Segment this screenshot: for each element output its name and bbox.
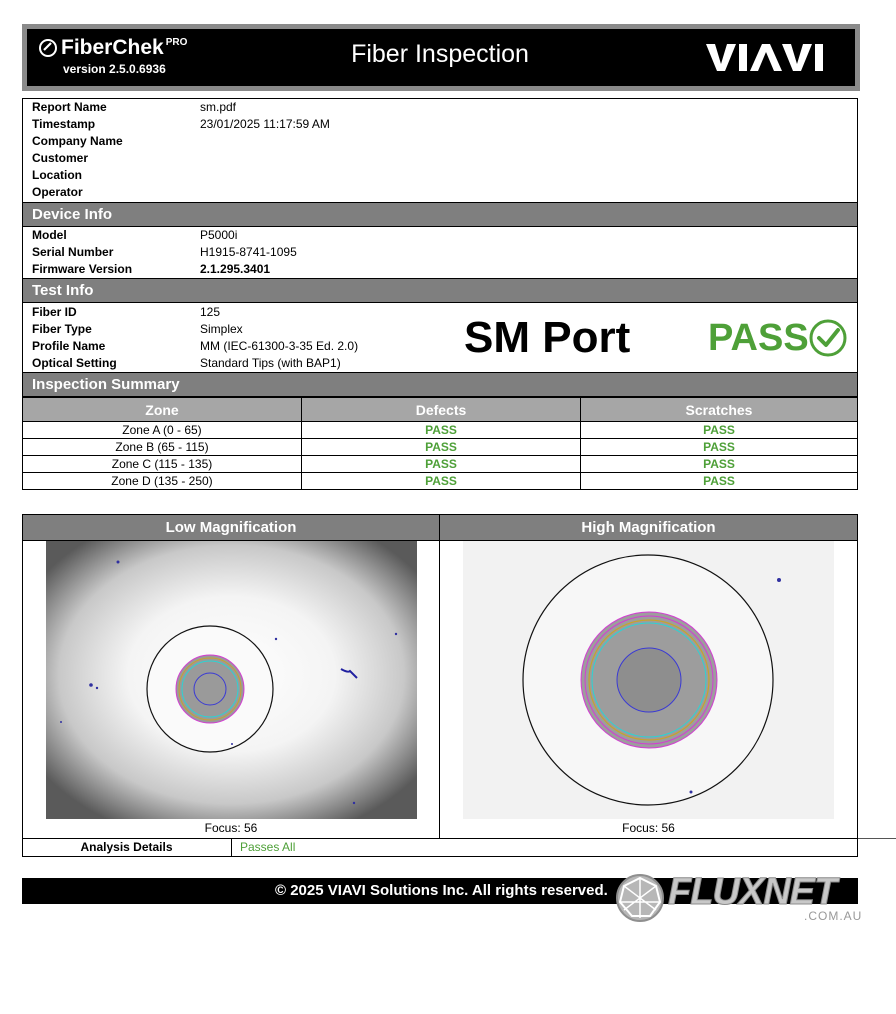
copyright-text: © 2025 VIAVI Solutions Inc. All rights reserved. (275, 882, 608, 899)
page-rule (858, 838, 896, 839)
company-name-label: Company Name (32, 134, 123, 148)
serial-number-value: H1915-8741-1095 (200, 245, 297, 259)
optical-setting-label: Optical Setting (32, 356, 117, 370)
defects-cell: PASS (302, 456, 581, 473)
device-info-panel (22, 226, 858, 279)
scratches-cell: PASS (581, 473, 858, 490)
table-row (23, 456, 858, 473)
port-label: SM Port (464, 313, 631, 362)
images-divider (439, 514, 440, 839)
firmware-version-label: Firmware Version (32, 262, 133, 276)
operator-label: Operator (32, 185, 83, 199)
table-row (23, 422, 858, 439)
table-row (23, 439, 858, 456)
scratches-cell: PASS (581, 422, 858, 439)
scratches-cell: PASS (581, 456, 858, 473)
viavi-logo (706, 42, 840, 72)
report-name-value: sm.pdf (200, 100, 237, 114)
customer-label: Customer (32, 151, 89, 165)
inspection-summary-table (22, 397, 858, 490)
timestamp-value: 23/01/2025 11:17:59 AM (200, 117, 330, 131)
page-title: Fiber Inspection (351, 40, 529, 68)
report-info-panel (22, 98, 858, 203)
fluxnet-domain: .COM.AU (804, 909, 863, 923)
table-row (23, 473, 858, 490)
column-scratches: Scratches (581, 398, 858, 422)
location-label: Location (32, 168, 82, 182)
defects-cell: PASS (302, 473, 581, 490)
model-label: Model (32, 228, 67, 242)
fiber-id-value: 125 (200, 305, 221, 319)
high-magnification-focus: Focus: 56 (622, 821, 675, 835)
fiber-type-label: Fiber Type (32, 322, 92, 336)
result-badge: PASS (708, 317, 809, 359)
optical-setting-value: Standard Tips (with BAP1) (200, 356, 341, 370)
timestamp-label: Timestamp (32, 117, 96, 131)
report-name-label: Report Name (32, 100, 107, 114)
column-zone: Zone (23, 398, 302, 422)
high-magnification-header: High Magnification (439, 514, 858, 541)
profile-name-label: Profile Name (32, 339, 106, 353)
high-magnification-image[interactable] (463, 541, 834, 819)
zone-cell: Zone D (135 - 250) (23, 473, 302, 490)
analysis-details-value: Passes All (240, 840, 296, 854)
column-defects: Defects (302, 398, 581, 422)
zone-cell: Zone A (0 - 65) (23, 422, 302, 439)
serial-number-label: Serial Number (32, 245, 114, 259)
fluxnet-watermark: FLUXNET (668, 871, 837, 913)
table-header-row (23, 398, 858, 422)
fluxnet-globe-icon (614, 872, 666, 924)
firmware-version-value: 2.1.295.3401 (200, 262, 271, 276)
device-info-header: Device Info (22, 202, 858, 227)
low-magnification-image[interactable] (46, 541, 417, 819)
inspection-summary-header: Inspection Summary (22, 372, 858, 397)
zone-cell: Zone B (65 - 115) (23, 439, 302, 456)
low-magnification-header: Low Magnification (22, 514, 440, 541)
fiberchek-brand (38, 36, 187, 60)
analysis-divider (231, 838, 232, 857)
profile-name-value: MM (IEC-61300-3-35 Ed. 2.0) (200, 339, 359, 353)
model-value: P5000i (200, 228, 238, 242)
test-info-header: Test Info (22, 278, 858, 303)
brand-name: FiberChek (61, 36, 164, 59)
low-magnification-focus: Focus: 56 (204, 821, 258, 835)
zone-cell: Zone C (115 - 135) (23, 456, 302, 473)
app-version: version 2.5.0.6936 (63, 62, 166, 76)
defects-cell: PASS (302, 439, 581, 456)
fiber-type-value: Simplex (200, 322, 243, 336)
scratches-cell: PASS (581, 439, 858, 456)
fiber-id-label: Fiber ID (32, 305, 77, 319)
pass-check-icon (808, 318, 848, 358)
check-circle-icon (38, 38, 58, 58)
brand-suffix: PRO (165, 36, 188, 48)
analysis-details-label: Analysis Details (80, 840, 173, 854)
defects-cell: PASS (302, 422, 581, 439)
